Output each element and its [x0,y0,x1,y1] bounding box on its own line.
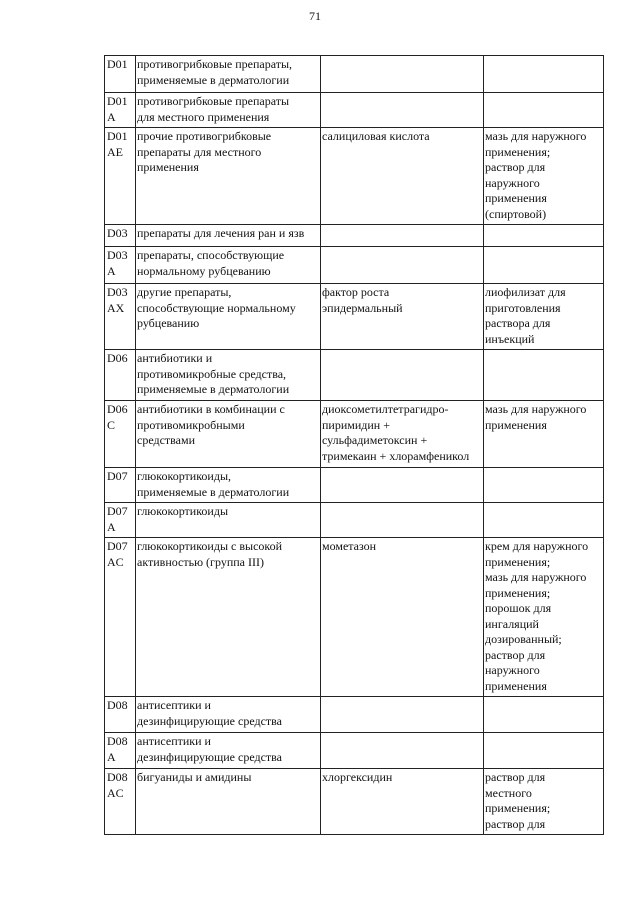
atc-code: D03 AX [107,285,128,315]
drug-cell [321,225,484,247]
table-row [105,56,604,93]
atc-code: D07 [107,469,128,483]
page-number: 71 [309,9,321,23]
group-name: прочие противогрибковые препараты для местного применения [137,129,272,174]
form-cell [484,503,604,538]
atc-code: D01 [107,57,128,71]
atc-code: D08 [107,698,128,712]
group-name: антисептики и дезинфицирующие средства [137,734,283,764]
drug-name: салициловая кислота [322,129,430,143]
group-name: глюкокортикоиды, применяемые в дерматологии [137,469,290,499]
form-cell [484,128,604,225]
drug-cell [321,538,484,697]
drug-cell [321,503,484,538]
drug-name: мометазон [322,539,377,553]
drug-cell [321,56,484,93]
form-cell [484,350,604,401]
group-cell [136,401,321,468]
group-name: препараты для лечения ран и язв [137,226,305,240]
atc-code-cell [105,93,136,128]
drug-name: диоксометилтетрагидро- пиримидин + сульфадиметоксин + тримекаин + хлорамфеникол [322,402,470,463]
group-name: глюкокортикоиды [137,504,229,518]
group-cell [136,538,321,697]
table-row [105,503,604,538]
form-cell [484,769,604,835]
group-cell [136,93,321,128]
atc-code-cell [105,401,136,468]
atc-code: D01 A [107,94,128,124]
group-cell [136,733,321,769]
drug-cell [321,401,484,468]
atc-code-cell [105,128,136,225]
form-cell [484,538,604,697]
dosage-form: мазь для наружного применения; раствор для наружного применения (спиртовой) [485,129,587,221]
form-cell [484,93,604,128]
group-cell [136,247,321,284]
group-cell [136,225,321,247]
form-cell [484,468,604,503]
table-row [105,769,604,835]
atc-code-cell [105,350,136,401]
atc-code-cell [105,247,136,284]
atc-code: D06 C [107,402,128,432]
atc-code-cell [105,538,136,697]
dosage-form: раствор для местного применения; раствор для [485,770,551,831]
drug-cell [321,247,484,284]
form-cell [484,225,604,247]
drug-cell [321,468,484,503]
table-row [105,538,604,697]
group-cell [136,56,321,93]
atc-code-cell [105,468,136,503]
form-cell [484,733,604,769]
group-cell [136,503,321,538]
atc-code: D08 A [107,734,128,764]
drug-name: хлоргексидин [322,770,393,784]
table-row [105,468,604,503]
atc-code-cell [105,56,136,93]
atc-code: D07 AC [107,539,128,569]
atc-code: D01 AE [107,129,128,159]
group-name: противогрибковые препараты для местного применения [137,94,290,124]
drug-cell [321,350,484,401]
atc-code: D07 A [107,504,128,534]
drug-cell [321,697,484,733]
drug-cell [321,769,484,835]
group-name: другие препараты, способствующие нормальному рубцеванию [137,285,296,330]
atc-code: D03 [107,226,128,240]
drug-cell [321,733,484,769]
atc-code-cell [105,225,136,247]
atc-code-cell [105,769,136,835]
group-name: бигуаниды и амидины [137,770,252,784]
group-cell [136,769,321,835]
atc-code: D08 AC [107,770,128,800]
atc-code: D06 [107,351,128,365]
group-cell [136,284,321,350]
group-cell [136,468,321,503]
atc-code-cell [105,733,136,769]
table-row [105,128,604,225]
drug-classification-table [104,55,604,835]
group-name: антибиотики в комбинации с противомикробными средствами [137,402,285,447]
group-name: препараты, способствующие нормальному рубцеванию [137,248,285,278]
form-cell [484,697,604,733]
group-name: противогрибковые препараты, применяемые в дерматологии [137,57,293,87]
dosage-form: мазь для наружного применения [485,402,587,432]
table-row [105,93,604,128]
atc-code: D03 A [107,248,128,278]
group-cell [136,350,321,401]
drug-name: фактор роста эпидермальный [322,285,403,315]
table-row [105,284,604,350]
atc-code-cell [105,284,136,350]
group-name: антибиотики и противомикробные средства, применяемые в дерматологии [137,351,290,396]
table-row [105,697,604,733]
group-cell [136,697,321,733]
form-cell [484,247,604,284]
drug-cell [321,93,484,128]
table-row [105,225,604,247]
drug-cell [321,284,484,350]
table-row [105,733,604,769]
table-row [105,350,604,401]
table-row [105,401,604,468]
group-name: глюкокортикоиды с высокой активностью (группа III) [137,539,283,569]
form-cell [484,56,604,93]
atc-code-cell [105,503,136,538]
drug-cell [321,128,484,225]
form-cell [484,284,604,350]
dosage-form: крем для наружного применения; мазь для наружного применения; порошок для ингаляций дозированный; раствор для наружного применения [485,539,589,693]
table-row [105,247,604,284]
group-name: антисептики и дезинфицирующие средства [137,698,283,728]
atc-code-cell [105,697,136,733]
form-cell [484,401,604,468]
group-cell [136,128,321,225]
dosage-form: лиофилизат для приготовления раствора для инъекций [485,285,566,346]
